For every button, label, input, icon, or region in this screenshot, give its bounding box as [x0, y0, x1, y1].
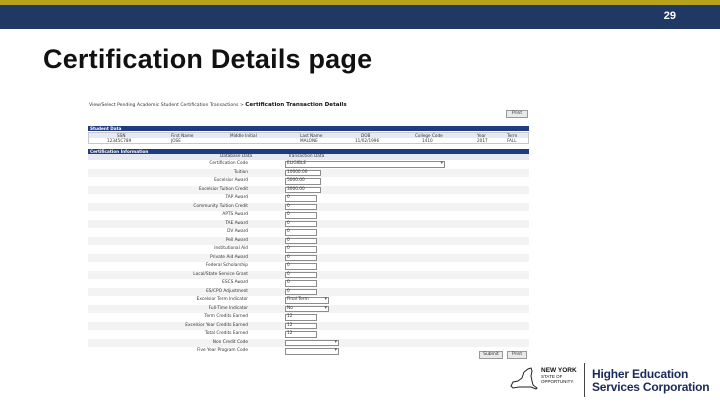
cert-row-select[interactable] — [285, 348, 339, 355]
breadcrumb-link[interactable]: View/Select Pending Academic Student Certification Transactions > — [89, 103, 244, 108]
cert-row-label: TAP Award — [225, 195, 248, 200]
cert-row — [88, 288, 529, 297]
cert-row — [88, 186, 529, 195]
cert-row-input[interactable]: 12 — [285, 323, 317, 330]
cert-row — [88, 347, 529, 356]
cert-row-label: Community Tuition Credit — [193, 203, 248, 209]
cert-row-input[interactable]: 0 — [285, 246, 317, 253]
student-year: 2017 — [477, 138, 488, 143]
cert-row-input[interactable]: 0 — [285, 272, 317, 279]
student-col-last: Last Name — [300, 133, 323, 138]
cert-row — [88, 237, 529, 246]
cert-row-input[interactable]: 3000.00 — [285, 187, 321, 194]
cert-row-input[interactable]: 10000.00 — [285, 170, 321, 177]
cert-row-label: Excelsior Year Credits Earned — [185, 322, 248, 328]
cert-row-label: Excelsior Term Indicator — [196, 297, 248, 302]
cert-row — [88, 220, 529, 229]
cert-row-input[interactable]: 0 — [285, 212, 317, 219]
student-col-middle: Middle Initial — [230, 133, 257, 138]
cert-row-label: Term Credits Earned — [204, 314, 248, 319]
screenshot-panel — [86, 100, 530, 360]
cert-row — [88, 194, 529, 203]
student-ssn: 12345C789 — [107, 138, 132, 143]
cert-row-select[interactable]: No ▾ — [285, 306, 329, 313]
student-first-name: JOSE — [171, 138, 181, 143]
cert-row — [88, 203, 529, 212]
cert-row-label: ES/CPO Adjustment — [206, 288, 248, 294]
logo-agency-line1: Higher Education — [592, 367, 689, 381]
slide-number: 29 — [663, 10, 676, 22]
logo-divider — [584, 363, 585, 397]
cert-row-label: Certification Code — [209, 161, 248, 166]
cert-row-label: TAE Award — [225, 220, 248, 226]
cert-row-input[interactable]: 0 — [285, 221, 317, 228]
cert-row-label: Total Credits Earned — [204, 331, 248, 336]
cert-row-label: Tuition — [233, 169, 248, 175]
student-col-college: College Code — [415, 133, 443, 138]
cert-row-select[interactable] — [285, 340, 339, 347]
cert-row-label: APTS Award — [222, 212, 248, 217]
cert-col-transaction: Transaction Data — [288, 154, 325, 159]
cert-row-input[interactable]: 0 — [285, 280, 317, 287]
cert-row — [88, 262, 529, 271]
logo-agency-name — [592, 368, 709, 394]
cert-row-input[interactable]: 0 — [285, 289, 317, 296]
cert-row — [88, 228, 529, 237]
cert-row — [88, 211, 529, 220]
gold-stripe — [0, 0, 720, 5]
cert-row — [88, 296, 529, 305]
cert-row-label: DV Award — [227, 229, 248, 234]
cert-row-label: Excelsior Tuition Credit — [199, 186, 248, 192]
logo-state-tagline — [541, 374, 574, 384]
cert-row — [88, 271, 529, 280]
submit-button[interactable]: Submit — [479, 351, 503, 359]
cert-row-select[interactable]: Final Term ▾ — [285, 297, 329, 304]
cert-row — [88, 313, 529, 322]
cert-row-label: Full-Time Indicator — [208, 305, 248, 311]
cert-row-label: Five Year Program Code — [197, 348, 248, 353]
slide-title: Certification Details page — [43, 44, 373, 74]
cert-row — [88, 279, 529, 288]
breadcrumb-current: Certification Transaction Details — [245, 102, 347, 108]
student-data-table — [88, 132, 529, 144]
cert-row-input[interactable]: 0 — [285, 238, 317, 245]
student-col-dob: DOB — [361, 133, 371, 138]
student-college-code: 1410 — [422, 138, 433, 143]
logo-agency-line2: Services Corporation — [592, 380, 710, 394]
student-last-name: MALONE — [300, 138, 318, 143]
logo-state-name: NEW YORK — [541, 367, 577, 374]
cert-row-label: Private Aid Award — [210, 254, 248, 260]
student-col-year: Year — [477, 133, 486, 138]
cert-row — [88, 160, 529, 169]
print-button-bottom[interactable]: Print — [507, 351, 527, 359]
cert-row-input[interactable]: 12 — [285, 314, 317, 321]
cert-row — [88, 305, 529, 314]
cert-row-input[interactable]: 0 — [285, 195, 317, 202]
cert-row — [88, 330, 529, 339]
nys-hesc-logo — [505, 358, 717, 402]
cert-row-label: Excelsior Award — [214, 178, 248, 183]
cert-row-label: Pell Award — [225, 237, 248, 243]
certification-info-header: Certification Information — [88, 149, 529, 154]
cert-row-input[interactable]: 0 — [285, 229, 317, 236]
cert-row-label: Federal Scholarship — [205, 263, 248, 268]
cert-row — [88, 339, 529, 348]
student-dob: 11/02/1996 — [355, 138, 380, 143]
new-york-state-outline-icon — [509, 366, 539, 392]
student-col-ssn: SSN — [117, 133, 126, 138]
cert-row — [88, 254, 529, 263]
logo-tagline-line2: OPPORTUNITY. — [541, 379, 575, 384]
slide-top-bar — [0, 0, 720, 29]
breadcrumb — [89, 102, 347, 108]
cert-col-database: Database Data — [220, 154, 253, 159]
student-col-first: First Name — [171, 133, 194, 138]
cert-row — [88, 322, 529, 331]
student-col-term: Term — [507, 133, 518, 138]
cert-row-label: ESCS Award — [222, 280, 248, 285]
cert-row — [88, 177, 529, 186]
print-button-top[interactable]: Print — [506, 110, 528, 118]
cert-row-input[interactable]: 0 — [285, 263, 317, 270]
cert-row-input[interactable]: 5000.00 — [285, 178, 321, 185]
cert-row-select[interactable]: ELIGIBLE ▾ — [285, 161, 445, 168]
cert-row-input[interactable]: 0 — [285, 204, 317, 211]
cert-row-label: Institutional Aid — [214, 246, 248, 251]
cert-row-input[interactable]: 12 — [285, 331, 317, 338]
cert-row-input[interactable]: 0 — [285, 255, 317, 262]
cert-row-label: Local/State Service Grant — [193, 271, 248, 277]
cert-row — [88, 169, 529, 178]
cert-row-label: Non Credit Code — [212, 339, 248, 345]
cert-row — [88, 245, 529, 254]
student-value-row — [89, 138, 528, 143]
logo-tagline-line1: STATE OF — [541, 374, 563, 379]
student-term: FALL — [507, 138, 517, 143]
student-data-header: Student Data — [88, 126, 529, 131]
